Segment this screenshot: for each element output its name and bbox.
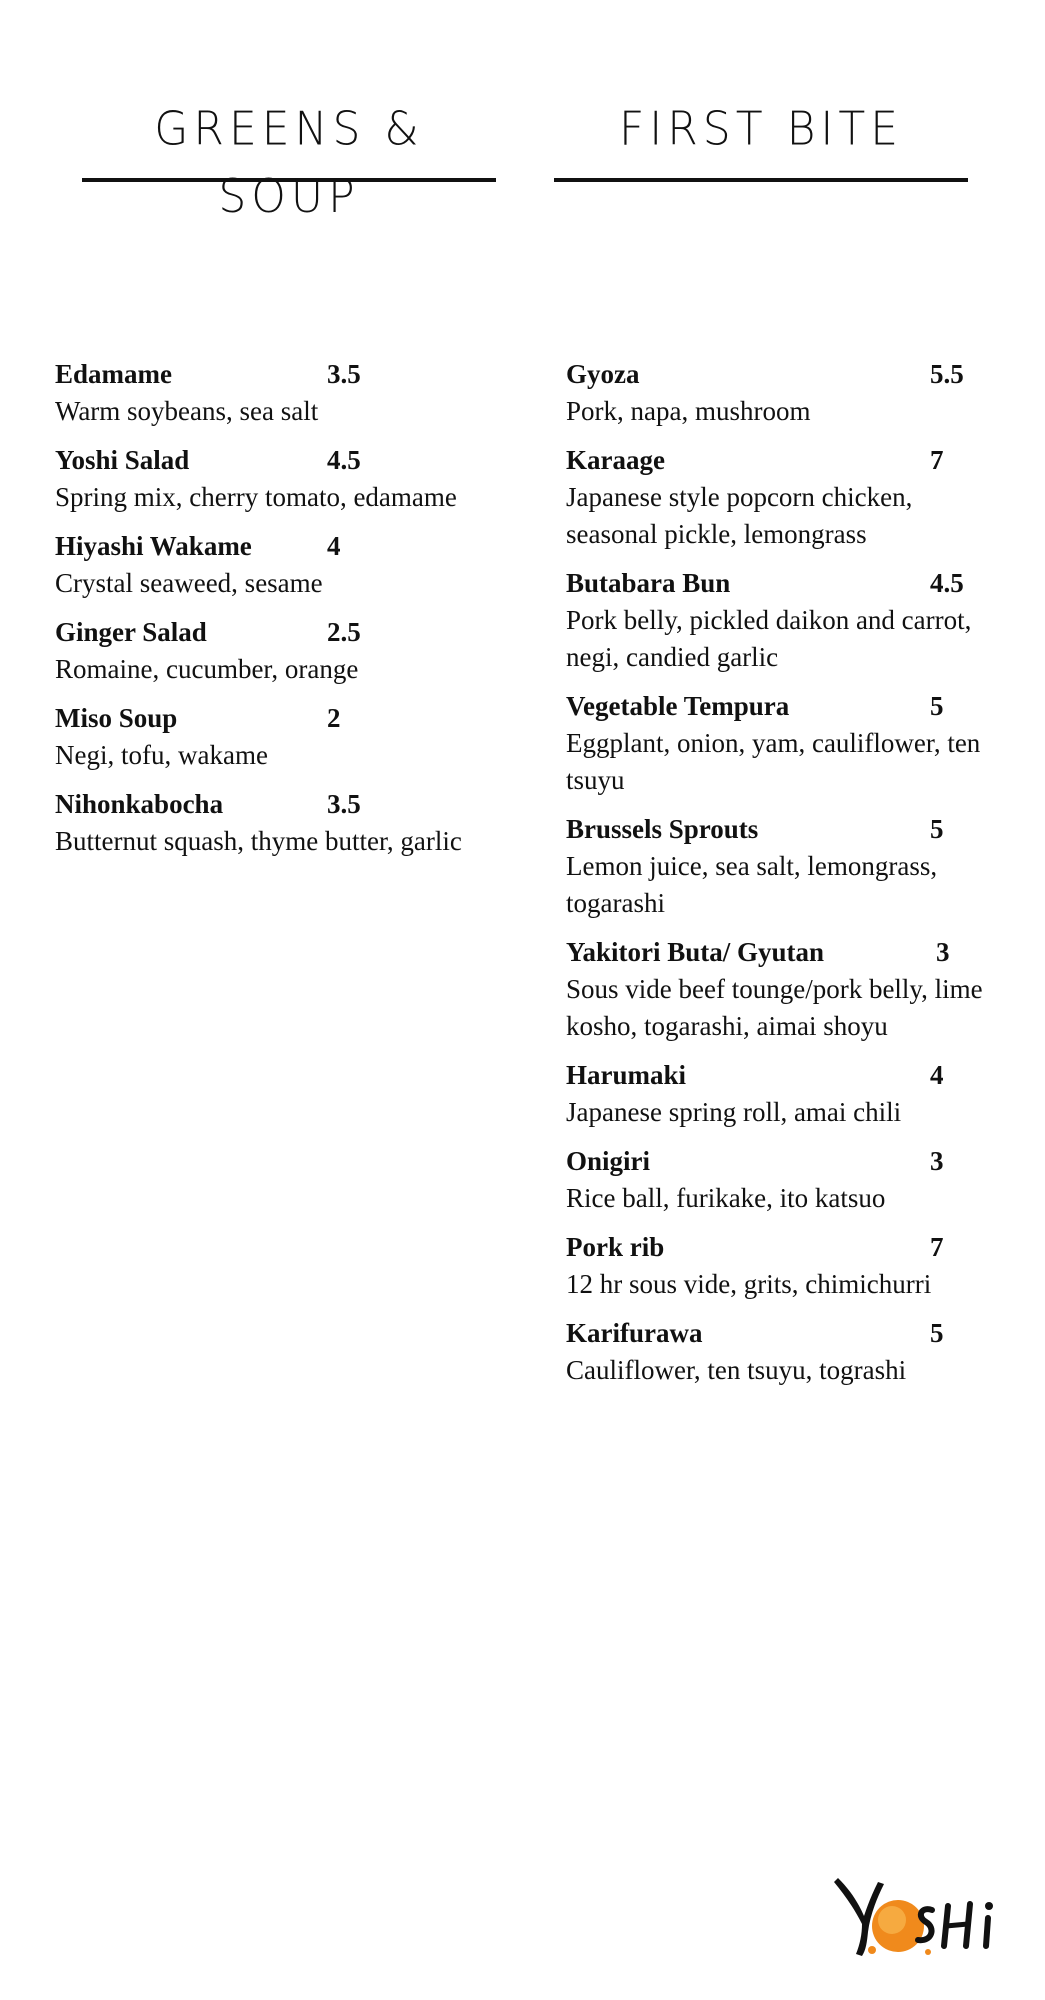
logo-h-stroke <box>946 1924 968 1926</box>
item-description: Pork, napa, mushroom <box>566 396 811 426</box>
section-header-first-bite <box>554 98 968 182</box>
section-divider <box>554 178 968 182</box>
item-name: Brussels Sprouts <box>566 814 759 844</box>
item-name: Harumaki <box>566 1060 687 1090</box>
menu-item <box>566 565 1006 676</box>
item-description: Pork belly, pickled daikon and carrot, negi, candied garlic <box>566 605 972 672</box>
menu-item <box>55 700 525 774</box>
item-price: 3 <box>930 1146 944 1176</box>
yoshi-logo-icon <box>832 1860 1002 1960</box>
item-description: 12 hr sous vide, grits, chimichurri <box>566 1269 932 1299</box>
item-name: Nihonkabocha <box>55 789 224 819</box>
item-price: 7 <box>930 1232 944 1262</box>
menu-item <box>566 1229 1006 1303</box>
item-name: Miso Soup <box>55 703 178 733</box>
item-description: Japanese style popcorn chicken, seasonal pickle, lemongrass <box>566 482 913 549</box>
item-description: Warm soybeans, sea salt <box>55 396 319 426</box>
item-name: Pork rib <box>566 1232 665 1262</box>
menu-item <box>566 1315 1006 1389</box>
item-description: Rice ball, furikake, ito katsuo <box>566 1183 886 1213</box>
menu-item <box>55 614 525 688</box>
item-description: Cauliflower, ten tsuyu, tograshi <box>566 1355 907 1385</box>
yoshi-logo-graphic <box>832 1860 1002 1960</box>
logo-sun-highlight <box>878 1906 906 1934</box>
item-description: Negi, tofu, wakame <box>55 740 268 770</box>
item-price: 3.5 <box>327 789 361 819</box>
menu-item <box>566 688 1006 799</box>
item-name: Karaage <box>566 445 665 475</box>
item-price: 2.5 <box>327 617 361 647</box>
logo-drip <box>925 1949 931 1955</box>
item-price: 5 <box>930 814 944 844</box>
menu-item <box>566 811 1006 922</box>
section-title: FIRST BITE <box>618 102 904 157</box>
item-name: Vegetable Tempura <box>566 691 790 721</box>
menu-item <box>566 934 1006 1045</box>
item-name: Gyoza <box>566 359 640 389</box>
menu-item <box>566 356 1006 430</box>
item-price: 4 <box>930 1060 944 1090</box>
item-description: Crystal seaweed, sesame <box>55 568 323 598</box>
item-description: Lemon juice, sea salt, lemongrass, togarashi <box>566 851 938 918</box>
menu-item <box>566 442 1006 553</box>
section-title: GREENS & SOUP <box>154 102 424 224</box>
menu-item <box>55 786 525 860</box>
item-name: Hiyashi Wakame <box>55 531 252 561</box>
item-name: Yoshi Salad <box>55 445 190 475</box>
greens-soup-menu-list <box>55 356 525 872</box>
menu-item <box>566 1143 1006 1217</box>
item-description: Butternut squash, thyme butter, garlic <box>55 826 462 856</box>
item-name: Ginger Salad <box>55 617 207 647</box>
logo-i-stroke <box>986 1918 988 1946</box>
item-price: 3.5 <box>327 359 361 389</box>
item-price: 5.5 <box>930 359 964 389</box>
item-description: Japanese spring roll, amai chili <box>566 1097 902 1127</box>
item-price: 4.5 <box>327 445 361 475</box>
logo-drip <box>868 1946 876 1954</box>
item-description: Sous vide beef tounge/pork belly, lime kosho, togarashi, aimai shoyu <box>566 974 983 1041</box>
logo-i-dot <box>985 1902 993 1910</box>
item-name: Butabara Bun <box>566 568 731 598</box>
menu-item <box>566 1057 1006 1131</box>
item-price: 5 <box>930 691 944 721</box>
item-description: Romaine, cucumber, orange <box>55 654 359 684</box>
item-name: Yakitori Buta/ Gyutan <box>566 937 825 967</box>
menu-item <box>55 442 525 516</box>
item-price: 2 <box>327 703 341 733</box>
item-price: 3 <box>936 937 950 967</box>
first-bite-menu-list <box>566 356 1006 1401</box>
item-price: 4.5 <box>930 568 964 598</box>
item-description: Eggplant, onion, yam, cauliflower, ten tsuyu <box>566 728 981 795</box>
item-name: Onigiri <box>566 1146 651 1176</box>
item-price: 7 <box>930 445 944 475</box>
menu-item <box>55 528 525 602</box>
section-header-greens-soup <box>82 98 496 224</box>
item-name: Edamame <box>55 359 172 389</box>
item-price: 5 <box>930 1318 944 1348</box>
item-price: 4 <box>327 531 341 561</box>
item-name: Karifurawa <box>566 1318 703 1348</box>
menu-item <box>55 356 525 430</box>
item-description: Spring mix, cherry tomato, edamame <box>55 482 457 512</box>
